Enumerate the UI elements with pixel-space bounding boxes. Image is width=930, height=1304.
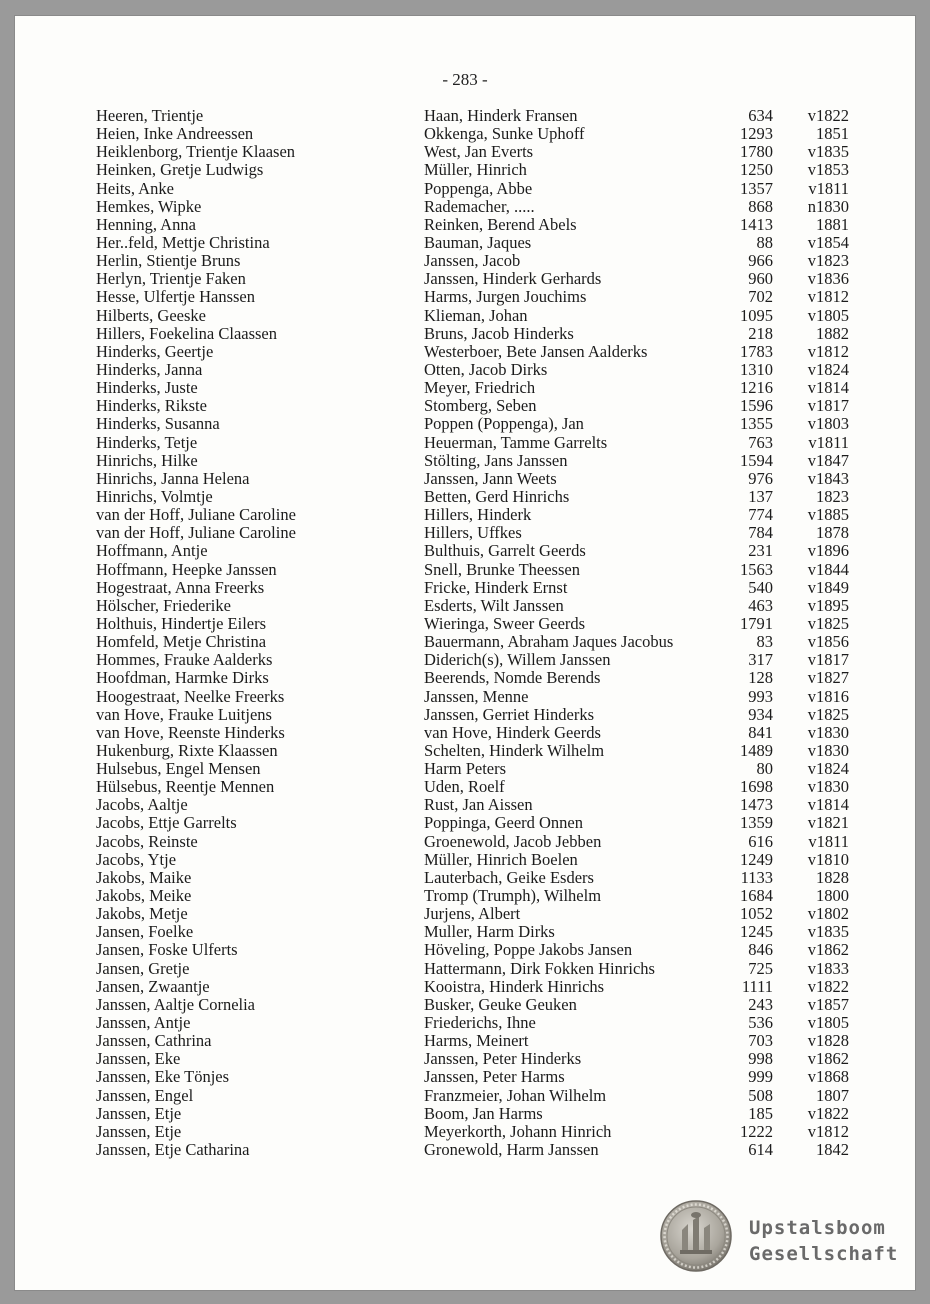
table-row	[0, 1032, 930, 1050]
record-number: 536	[748, 1013, 773, 1033]
wife-name: Hoffmann, Antje	[96, 541, 208, 561]
husband-name: Klieman, Johan	[424, 305, 528, 325]
record-number: 702	[748, 287, 773, 307]
wife-name: Janssen, Cathrina	[96, 1031, 212, 1051]
table-row	[0, 1068, 930, 1086]
wife-name: Hilberts, Geeske	[96, 305, 206, 325]
wife-name: Janssen, Antje	[96, 1013, 191, 1033]
marriage-date: v1812	[807, 1121, 849, 1141]
marriage-date: v1822	[807, 976, 849, 996]
record-number: 614	[748, 1140, 773, 1160]
husband-name: Harms, Jurgen Jouchims	[424, 287, 587, 307]
wife-name: Hinrichs, Janna Helena	[96, 468, 250, 488]
table-row	[0, 125, 930, 143]
seal-icon	[660, 1200, 732, 1272]
record-number: 1222	[740, 1121, 773, 1141]
wife-name: Homfeld, Metje Christina	[96, 632, 267, 652]
wife-name: Hukenburg, Rixte Klaassen	[96, 740, 278, 760]
marriage-date: 1881	[816, 214, 849, 234]
wife-name: Janssen, Etje	[96, 1121, 182, 1141]
record-number: 1052	[740, 904, 773, 924]
wife-name: Jansen, Zwaantje	[96, 976, 210, 996]
record-number: 1216	[740, 378, 773, 398]
record-number: 1111	[741, 976, 773, 996]
husband-name: Lauterbach, Geike Esders	[424, 867, 594, 887]
table-row	[0, 633, 930, 651]
husband-name: Snell, Brunke Theessen	[424, 559, 580, 579]
wife-name: Jakobs, Meike	[96, 886, 192, 906]
record-number: 868	[748, 196, 773, 216]
record-number: 1698	[740, 777, 773, 797]
husband-name: Poppen (Poppenga), Jan	[424, 414, 584, 434]
wife-name: Jacobs, Reinste	[96, 831, 198, 851]
record-number: 317	[748, 650, 773, 670]
record-number: 80	[756, 759, 773, 779]
record-number: 1596	[740, 396, 773, 416]
marriage-index-list	[0, 107, 930, 1159]
wife-name: Janssen, Eke Tönjes	[96, 1067, 230, 1087]
wife-name: Hillers, Foekelina Claassen	[96, 323, 278, 343]
table-row	[0, 597, 930, 615]
marriage-date: v1825	[807, 704, 849, 724]
marriage-date: v1885	[807, 505, 849, 525]
husband-name: Muller, Harm Dirks	[424, 922, 555, 942]
husband-name: Reinken, Berend Abels	[424, 214, 577, 234]
marriage-date: v1843	[807, 468, 849, 488]
marriage-date: 1807	[816, 1085, 849, 1105]
wife-name: Herlin, Stientje Bruns	[96, 251, 241, 271]
marriage-date: v1830	[807, 740, 849, 760]
marriage-date: v1862	[807, 940, 849, 960]
table-row	[0, 107, 930, 125]
record-number: 934	[748, 704, 773, 724]
husband-name: Otten, Jacob Dirks	[424, 359, 548, 379]
record-number: 993	[748, 686, 773, 706]
wife-name: Jansen, Foelke	[96, 922, 194, 942]
wife-name: Hemkes, Wipke	[96, 196, 202, 216]
table-row	[0, 1123, 930, 1141]
record-number: 128	[748, 668, 773, 688]
table-row	[0, 760, 930, 778]
wife-name: Her..feld, Mettje Christina	[96, 232, 270, 252]
husband-name: Beerends, Nomde Berends	[424, 668, 601, 688]
husband-name: Janssen, Jacob	[424, 251, 521, 271]
husband-name: Busker, Geuke Geuken	[424, 994, 577, 1014]
wife-name: Hülsebus, Reentje Mennen	[96, 777, 275, 797]
table-row	[0, 270, 930, 288]
husband-name: Fricke, Hinderk Ernst	[424, 577, 568, 597]
record-number: 1133	[740, 867, 773, 887]
record-number: 960	[748, 269, 773, 289]
marriage-date: v1844	[807, 559, 849, 579]
wife-name: Hinderks, Janna	[96, 359, 203, 379]
marriage-date: v1802	[807, 904, 849, 924]
record-number: 1355	[740, 414, 773, 434]
wife-name: Jakobs, Maike	[96, 867, 192, 887]
marriage-date: 1800	[816, 886, 849, 906]
husband-name: Janssen, Peter Hinderks	[424, 1049, 582, 1069]
record-number: 784	[748, 523, 773, 543]
marriage-date: 1882	[816, 323, 849, 343]
marriage-date: 1851	[816, 124, 849, 144]
marriage-date: v1817	[807, 650, 849, 670]
marriage-date: v1854	[807, 232, 849, 252]
record-number: 540	[748, 577, 773, 597]
wife-name: Heeren, Trientje	[96, 106, 204, 125]
wife-name: Heien, Inke Andreessen	[96, 124, 254, 144]
wife-name: Hoogestraat, Neelke Freerks	[96, 686, 285, 706]
record-number: 1473	[740, 795, 773, 815]
wife-name: Hölscher, Friederike	[96, 595, 231, 615]
record-number: 463	[748, 595, 773, 615]
husband-name: Bulthuis, Garrelt Geerds	[424, 541, 586, 561]
marriage-date: n1830	[807, 196, 849, 216]
table-row	[0, 778, 930, 796]
table-row	[0, 325, 930, 343]
marriage-date: v1833	[807, 958, 849, 978]
marriage-date: v1830	[807, 722, 849, 742]
wife-name: Jansen, Foske Ulferts	[96, 940, 238, 960]
husband-name: Jurjens, Albert	[424, 904, 521, 924]
marriage-date: 1878	[816, 523, 849, 543]
record-number: 88	[756, 232, 773, 252]
wife-name: Hoffmann, Heepke Janssen	[96, 559, 277, 579]
husband-name: Betten, Gerd Hinrichs	[424, 486, 570, 506]
marriage-date: v1824	[807, 759, 849, 779]
table-row	[0, 833, 930, 851]
husband-name: Gronewold, Harm Janssen	[424, 1140, 599, 1160]
wife-name: Jacobs, Ettje Garrelts	[96, 813, 237, 833]
marriage-date: v1853	[807, 160, 849, 180]
marriage-date: v1811	[808, 432, 849, 452]
wife-name: Janssen, Etje	[96, 1103, 182, 1123]
wife-name: Hinderks, Juste	[96, 378, 198, 398]
table-row	[0, 1050, 930, 1068]
table-row	[0, 216, 930, 234]
table-row	[0, 651, 930, 669]
table-row	[0, 434, 930, 452]
record-number: 774	[748, 505, 773, 525]
table-row	[0, 452, 930, 470]
husband-name: Harm Peters	[424, 759, 507, 779]
record-number: 137	[748, 486, 773, 506]
record-number: 1310	[740, 359, 773, 379]
table-row	[0, 960, 930, 978]
table-row	[0, 742, 930, 760]
marriage-date: v1812	[807, 287, 849, 307]
marriage-date: v1836	[807, 269, 849, 289]
husband-name: Haan, Hinderk Fransen	[424, 106, 578, 125]
record-number: 976	[748, 468, 773, 488]
husband-name: Westerboer, Bete Jansen Aalderks	[424, 341, 648, 361]
wife-name: van Hove, Frauke Luitjens	[96, 704, 272, 724]
table-row	[0, 397, 930, 415]
record-number: 1293	[740, 124, 773, 144]
record-number: 218	[748, 323, 773, 343]
husband-name: Poppinga, Geerd Onnen	[424, 813, 584, 833]
husband-name: Rust, Jan Aissen	[424, 795, 533, 815]
wife-name: Hinderks, Tetje	[96, 432, 198, 452]
wife-name: Holthuis, Hindertje Eilers	[96, 613, 267, 633]
wife-name: Hinrichs, Volmtje	[96, 486, 213, 506]
record-number: 999	[748, 1067, 773, 1087]
wife-name: Hinderks, Rikste	[96, 396, 207, 416]
marriage-date: v1895	[807, 595, 849, 615]
table-row	[0, 1141, 930, 1159]
record-number: 634	[748, 106, 773, 125]
marriage-date: v1821	[807, 813, 849, 833]
husband-name: Meyer, Friedrich	[424, 378, 536, 398]
wife-name: Jacobs, Aaltje	[96, 795, 188, 815]
husband-name: Tromp (Trumph), Wilhelm	[424, 886, 602, 906]
table-row	[0, 307, 930, 325]
table-row	[0, 234, 930, 252]
record-number: 185	[748, 1103, 773, 1123]
marriage-date: v1812	[807, 341, 849, 361]
wife-name: van der Hoff, Juliane Caroline	[96, 523, 296, 543]
table-row	[0, 361, 930, 379]
husband-name: Höveling, Poppe Jakobs Jansen	[424, 940, 633, 960]
husband-name: Kooistra, Hinderk Hinrichs	[424, 976, 605, 996]
record-number: 1250	[740, 160, 773, 180]
husband-name: Schelten, Hinderk Wilhelm	[424, 740, 605, 760]
husband-name: West, Jan Everts	[424, 142, 534, 162]
marriage-date: v1817	[807, 396, 849, 416]
record-number: 841	[748, 722, 773, 742]
table-row	[0, 343, 930, 361]
record-number: 83	[756, 632, 773, 652]
marriage-date: v1828	[807, 1031, 849, 1051]
husband-name: Stomberg, Seben	[424, 396, 537, 416]
husband-name: Hattermann, Dirk Fokken Hinrichs	[424, 958, 655, 978]
table-row	[0, 161, 930, 179]
record-number: 1563	[740, 559, 773, 579]
table-row	[0, 488, 930, 506]
marriage-date: v1811	[808, 178, 849, 198]
husband-name: van Hove, Hinderk Geerds	[424, 722, 601, 742]
record-number: 1413	[740, 214, 773, 234]
marriage-date: v1857	[807, 994, 849, 1014]
marriage-date: 1823	[816, 486, 849, 506]
husband-name: Okkenga, Sunke Uphoff	[424, 124, 585, 144]
record-number: 1095	[740, 305, 773, 325]
record-number: 703	[748, 1031, 773, 1051]
table-row	[0, 615, 930, 633]
marriage-date: v1825	[807, 613, 849, 633]
husband-name: Esderts, Wilt Janssen	[424, 595, 564, 615]
table-row	[0, 470, 930, 488]
husband-name: Müller, Hinrich	[424, 160, 527, 180]
wife-name: Janssen, Engel	[96, 1085, 194, 1105]
wife-name: Heits, Anke	[96, 178, 174, 198]
wife-name: Hulsebus, Engel Mensen	[96, 759, 261, 779]
table-row	[0, 923, 930, 941]
husband-name: Harms, Meinert	[424, 1031, 529, 1051]
table-row	[0, 724, 930, 742]
marriage-date: v1803	[807, 414, 849, 434]
table-row	[0, 143, 930, 161]
marriage-date: v1822	[807, 1103, 849, 1123]
wife-name: Hogestraat, Anna Freerks	[96, 577, 265, 597]
marriage-date: v1862	[807, 1049, 849, 1069]
marriage-date: v1868	[807, 1067, 849, 1087]
table-row	[0, 851, 930, 869]
wife-name: Herlyn, Trientje Faken	[96, 269, 246, 289]
wife-name: Hoofdman, Harmke Dirks	[96, 668, 269, 688]
husband-name: Friederichs, Ihne	[424, 1013, 536, 1033]
logo-line-1: Upstalsboom	[749, 1217, 886, 1239]
wife-name: Jakobs, Metje	[96, 904, 188, 924]
table-row	[0, 796, 930, 814]
table-row	[0, 561, 930, 579]
wife-name: Janssen, Eke	[96, 1049, 181, 1069]
husband-name: Hillers, Hinderk	[424, 505, 532, 525]
page-number: - 283 -	[442, 70, 488, 89]
table-row	[0, 542, 930, 560]
husband-name: Bruns, Jacob Hinderks	[424, 323, 574, 343]
table-row	[0, 814, 930, 832]
record-number: 1489	[740, 740, 773, 760]
marriage-date: v1810	[807, 849, 849, 869]
table-row	[0, 978, 930, 996]
marriage-date: v1816	[807, 686, 849, 706]
wife-name: Jansen, Gretje	[96, 958, 190, 978]
marriage-date: v1822	[807, 106, 849, 125]
husband-name: Heuerman, Tamme Garrelts	[424, 432, 608, 452]
marriage-date: v1814	[807, 795, 849, 815]
marriage-date: v1856	[807, 632, 849, 652]
marriage-date: v1849	[807, 577, 849, 597]
logo-line-2: Gesellschaft	[749, 1243, 899, 1265]
table-row	[0, 415, 930, 433]
record-number: 1357	[740, 178, 773, 198]
wife-name: Heiklenborg, Trientje Klaasen	[96, 142, 296, 162]
table-row	[0, 1014, 930, 1032]
record-number: 1791	[740, 613, 773, 633]
table-row	[0, 706, 930, 724]
wife-name: Henning, Anna	[96, 214, 196, 234]
table-row	[0, 579, 930, 597]
table-row	[0, 869, 930, 887]
table-row	[0, 524, 930, 542]
marriage-date: v1896	[807, 541, 849, 561]
table-row	[0, 941, 930, 959]
husband-name: Janssen, Jann Weets	[424, 468, 557, 488]
marriage-date: v1824	[807, 359, 849, 379]
husband-name: Janssen, Peter Harms	[424, 1067, 565, 1087]
wife-name: Hesse, Ulfertje Hanssen	[96, 287, 255, 307]
wife-name: Heinken, Gretje Ludwigs	[96, 160, 264, 180]
table-row	[0, 669, 930, 687]
marriage-date: v1823	[807, 251, 849, 271]
table-row	[0, 688, 930, 706]
record-number: 508	[748, 1085, 773, 1105]
husband-name: Janssen, Hinderk Gerhards	[424, 269, 602, 289]
marriage-date: v1835	[807, 142, 849, 162]
table-row	[0, 506, 930, 524]
marriage-date: 1842	[816, 1140, 849, 1160]
record-number: 1783	[740, 341, 773, 361]
record-number: 1594	[740, 450, 773, 470]
table-row	[0, 1087, 930, 1105]
husband-name: Wieringa, Sweer Geerds	[424, 613, 586, 633]
wife-name: Janssen, Etje Catharina	[96, 1140, 250, 1160]
husband-name: Uden, Roelf	[424, 777, 505, 797]
husband-name: Bauman, Jaques	[424, 232, 532, 252]
record-number: 1249	[740, 849, 773, 869]
husband-name: Diderich(s), Willem Janssen	[424, 650, 611, 670]
record-number: 846	[748, 940, 773, 960]
marriage-date: v1830	[807, 777, 849, 797]
table-row	[0, 198, 930, 216]
husband-name: Boom, Jan Harms	[424, 1103, 543, 1123]
table-row	[0, 379, 930, 397]
marriage-date: v1805	[807, 1013, 849, 1033]
record-number: 1359	[740, 813, 773, 833]
table-row	[0, 180, 930, 198]
wife-name: Hommes, Frauke Aalderks	[96, 650, 273, 670]
wife-name: van der Hoff, Juliane Caroline	[96, 505, 296, 525]
record-number: 725	[748, 958, 773, 978]
record-number: 1684	[740, 886, 773, 906]
marriage-date: v1814	[807, 378, 849, 398]
husband-name: Groenewold, Jacob Jebben	[424, 831, 602, 851]
wife-name: Jacobs, Ytje	[96, 849, 177, 869]
record-number: 231	[748, 541, 773, 561]
table-row	[0, 887, 930, 905]
table-row	[0, 996, 930, 1014]
record-number: 616	[748, 831, 773, 851]
marriage-date: v1805	[807, 305, 849, 325]
husband-name: Hillers, Uffkes	[424, 523, 522, 543]
wife-name: van Hove, Reenste Hinderks	[96, 722, 285, 742]
husband-name: Franzmeier, Johan Wilhelm	[424, 1085, 607, 1105]
wife-name: Hinderks, Geertje	[96, 341, 214, 361]
husband-name: Poppenga, Abbe	[424, 178, 533, 198]
marriage-date: v1811	[808, 831, 849, 851]
marriage-date: v1827	[807, 668, 849, 688]
society-logo-text	[749, 1215, 898, 1267]
table-row	[0, 1105, 930, 1123]
marriage-date: v1835	[807, 922, 849, 942]
record-number: 1245	[740, 922, 773, 942]
husband-name: Janssen, Gerriet Hinderks	[424, 704, 594, 724]
husband-name: Rademacher, .....	[424, 196, 535, 216]
husband-name: Bauermann, Abraham Jaques Jacobus	[424, 632, 674, 652]
husband-name: Stölting, Jans Janssen	[424, 450, 568, 470]
husband-name: Janssen, Menne	[424, 686, 529, 706]
record-number: 763	[748, 432, 773, 452]
wife-name: Hinrichs, Hilke	[96, 450, 198, 470]
wife-name: Hinderks, Susanna	[96, 414, 220, 434]
wife-name: Janssen, Aaltje Cornelia	[96, 994, 256, 1014]
record-number: 243	[748, 994, 773, 1014]
marriage-date: 1828	[816, 867, 849, 887]
record-number: 966	[748, 251, 773, 271]
husband-name: Meyerkorth, Johann Hinrich	[424, 1121, 612, 1141]
husband-name: Müller, Hinrich Boelen	[424, 849, 578, 869]
table-row	[0, 252, 930, 270]
marriage-date: v1847	[807, 450, 849, 470]
table-row	[0, 905, 930, 923]
table-row	[0, 288, 930, 306]
record-number: 1780	[740, 142, 773, 162]
record-number: 998	[748, 1049, 773, 1069]
